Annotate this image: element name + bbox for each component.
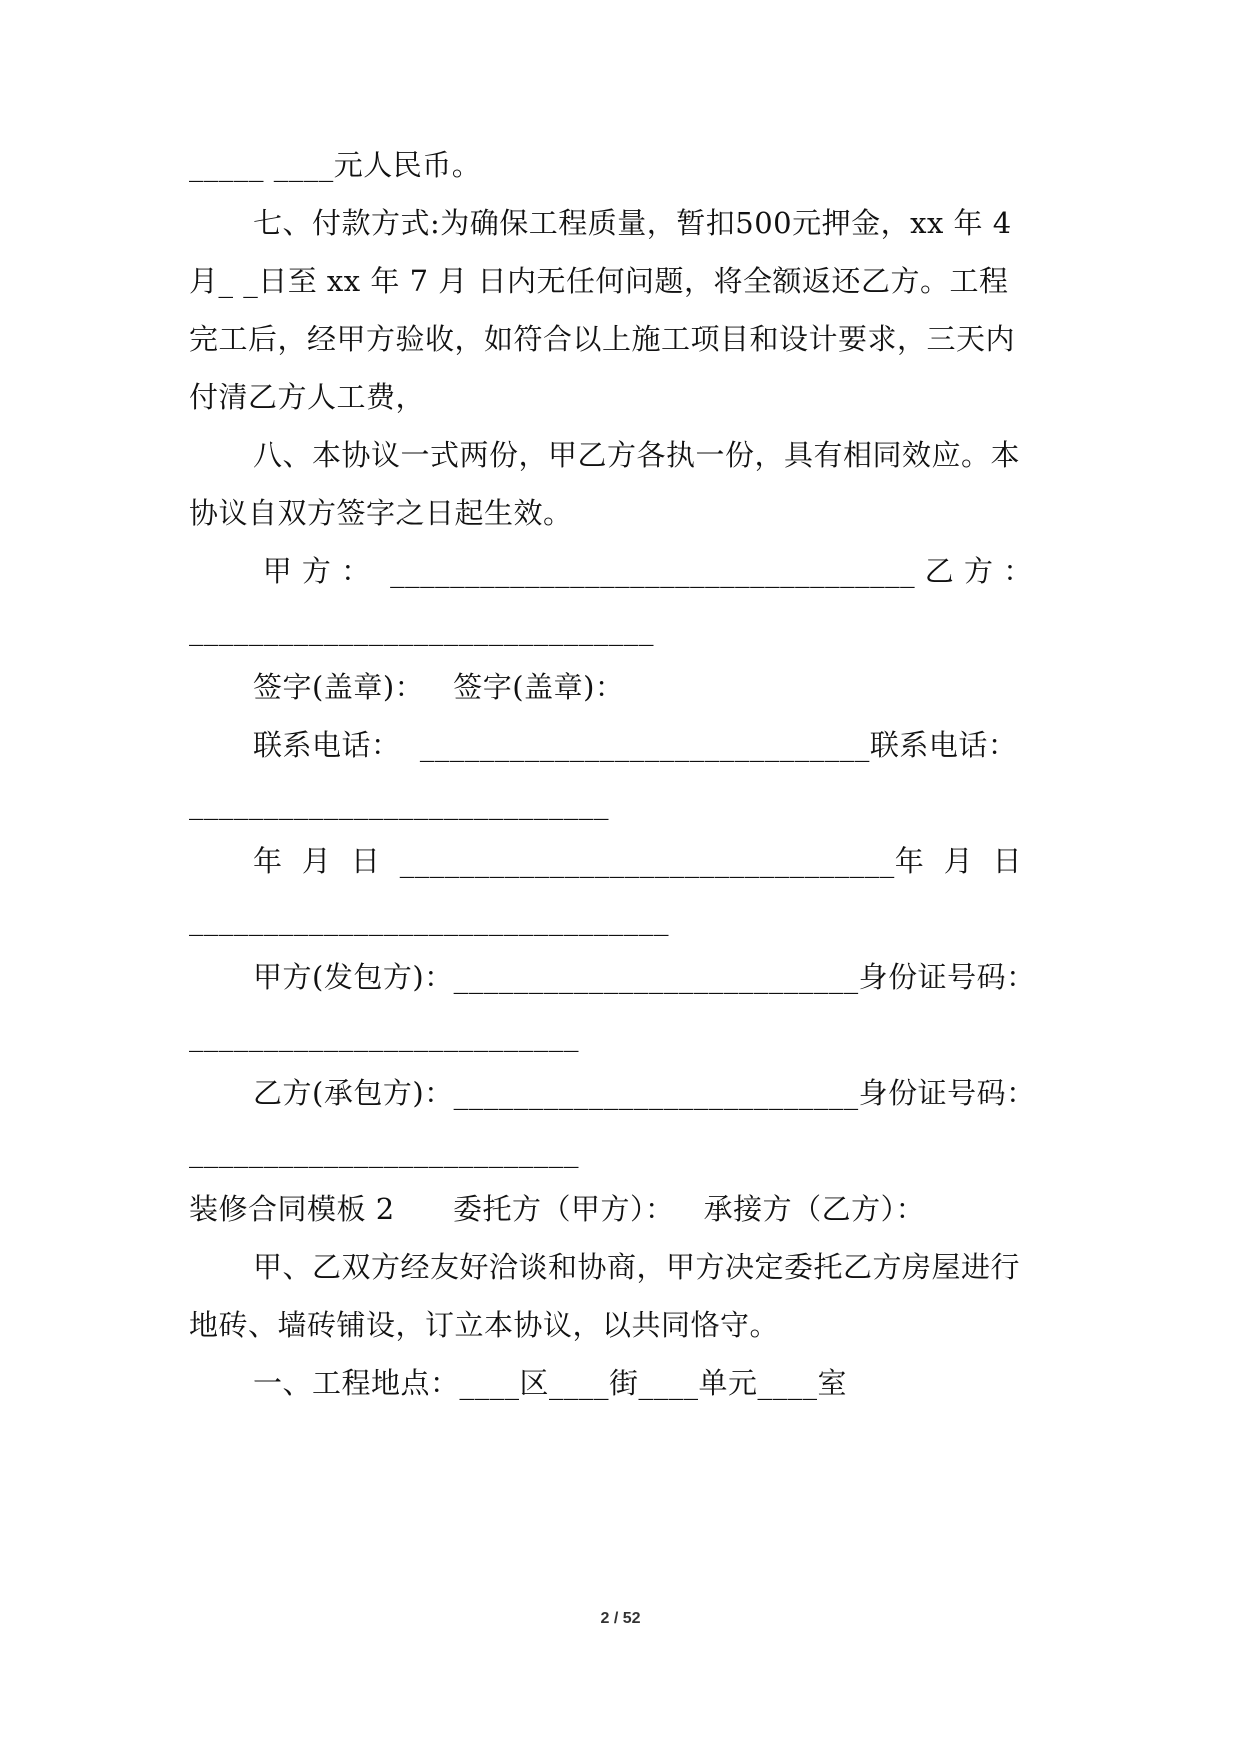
template-2-intro-line-2: 地砖、墙砖铺设，订立本协议，以共同恪守。 — [189, 1308, 780, 1342]
party-signature-line: 甲 方 ： ___________________________________ 乙 方 ： — [253, 554, 1033, 588]
party-b-id-line: 乙方(承包方)：___________________________身份证号码： — [253, 1076, 1036, 1110]
clause-8-line-2: 协议自双方签字之日起生效。 — [189, 496, 573, 530]
contact-phone-line: 联系电话： ______________________________联系电话： — [253, 728, 1018, 762]
party-b-blank-line: _______________________________ — [189, 612, 654, 646]
date-line: 年 月 日 _________________________________年 月 日 — [253, 844, 1023, 878]
clause-7-line-2-text: 月_ _日至 xx 年 7 月 日内无任何问题，将全额返还乙方。工程 — [189, 264, 1009, 298]
clause-7-line-2 — [189, 261, 1054, 301]
party-b-id-blank-line: __________________________ — [189, 1134, 579, 1168]
date-blank-line: ________________________________ — [189, 902, 669, 936]
clause-7-line-4: 付清乙方人工费， — [189, 380, 426, 414]
clause-8-text: 八、本协议一式两份，甲乙方各执一份，具有相同效应。本 — [253, 438, 1021, 472]
clause-7-payment-method — [253, 203, 1054, 243]
party-a-id-line: 甲方(发包方)：___________________________身份证号码： — [253, 960, 1036, 994]
page-number: 2 / 52 — [600, 1610, 641, 1627]
template-2-heading: 装修合同模板 2 委托方（甲方）： 承接方（乙方）： — [189, 1192, 926, 1226]
project-location-line: 一、工程地点：____区____街____单元____室 — [253, 1366, 848, 1400]
party-a-id-blank-line: __________________________ — [189, 1018, 579, 1052]
payment-amount-line: _____ ____元人民币。 — [189, 148, 482, 182]
contact-phone-blank-line: ____________________________ — [189, 786, 609, 820]
clause-7-line-3 — [189, 319, 1054, 359]
clause-8-copies — [253, 435, 1054, 475]
signature-seal-line: 签字(盖章)： 签字(盖章)： — [253, 670, 625, 704]
template-2-intro-text: 甲、乙双方经友好洽谈和协商，甲方决定委托乙方房屋进行 — [253, 1250, 1021, 1284]
template-2-intro — [253, 1247, 1054, 1287]
clause-7-text: 七、付款方式:为确保工程质量，暂扣500元押金，xx 年 4 — [253, 206, 1012, 240]
clause-7-line-3-text: 完工后，经甲方验收，如符合以上施工项目和设计要求，三天内 — [189, 322, 1016, 356]
